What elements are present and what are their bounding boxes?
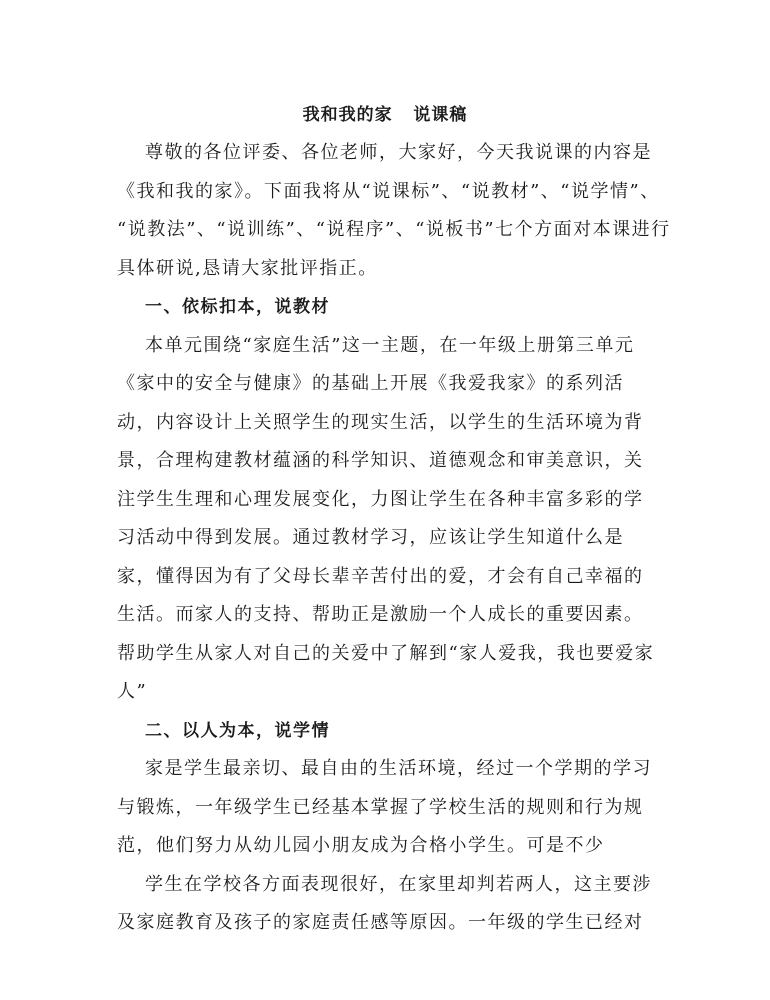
body-line: 人”	[117, 681, 148, 702]
intro-paragraph	[117, 134, 671, 288]
body-line: 帮助学生从家人对自己的关爱中了解到“家人爱我，我也要爱家	[117, 642, 655, 664]
body-line: 及家庭教育及孩子的家庭责任感等原因。一年级的学生已经对	[117, 912, 644, 933]
intro-line: “说教法”、“说训练”、“说程序”、“说板书”七个方面对本课进行	[117, 219, 671, 240]
intro-line: 具体研说,恳请大家批评指正。	[117, 257, 378, 279]
body-line: 家，懂得因为有了父母长辈辛苦付出的爱，才会有自己幸福的	[117, 565, 644, 587]
body-line: 习活动中得到发展。通过教材学习，应该让学生知道什么是	[117, 527, 624, 548]
body-line: 景，合理构建教材蕴涵的科学知识、道德观念和审美意识，关	[117, 450, 644, 471]
intro-line: 尊敬的各位评委、各位老师，大家好，今天我说课的内容是	[145, 142, 652, 163]
document-title: 我和我的家 说课稿	[302, 105, 468, 125]
body-line: 与锻炼，一年级学生已经基本掌握了学校生活的规则和行为规	[117, 796, 644, 818]
section-students-paragraph-continued	[117, 866, 653, 943]
section-textbook-paragraph	[117, 327, 653, 712]
body-line: 生活。而家人的支持、帮助正是激励一个人成长的重要因素。	[117, 604, 644, 625]
body-line: 本单元围绕“家庭生活”这一主题，在一年级上册第三单元	[145, 334, 635, 356]
body-line: 动，内容设计上关照学生的现实生活，以学生的生活环境为背	[117, 411, 644, 433]
body-line: 范，他们努力从幼儿园小朋友成为合格小学生。可是不少	[117, 835, 605, 856]
intro-line: 《我和我的家》。下面我将从“说课标”、“说教材”、“说学情”、	[117, 180, 660, 202]
body-line: 家是学生最亲切、最自由的生活环境，经过一个学期的学习	[145, 758, 652, 779]
section-students-paragraph	[117, 750, 653, 866]
section-heading-textbook: 一、依标扣本，说教材	[145, 297, 330, 317]
document-page	[117, 96, 671, 943]
section-heading-students: 二、以人为本，说学情	[145, 720, 330, 741]
body-line: 学生在学校各方面表现很好，在家里却判若两人，这主要涉	[145, 873, 652, 895]
body-line: 注学生生理和心理发展变化，力图让学生在各种丰富多彩的学	[117, 488, 644, 510]
body-line: 《家中的安全与健康》的基础上开展《我爱我家》的系列活	[117, 373, 624, 394]
